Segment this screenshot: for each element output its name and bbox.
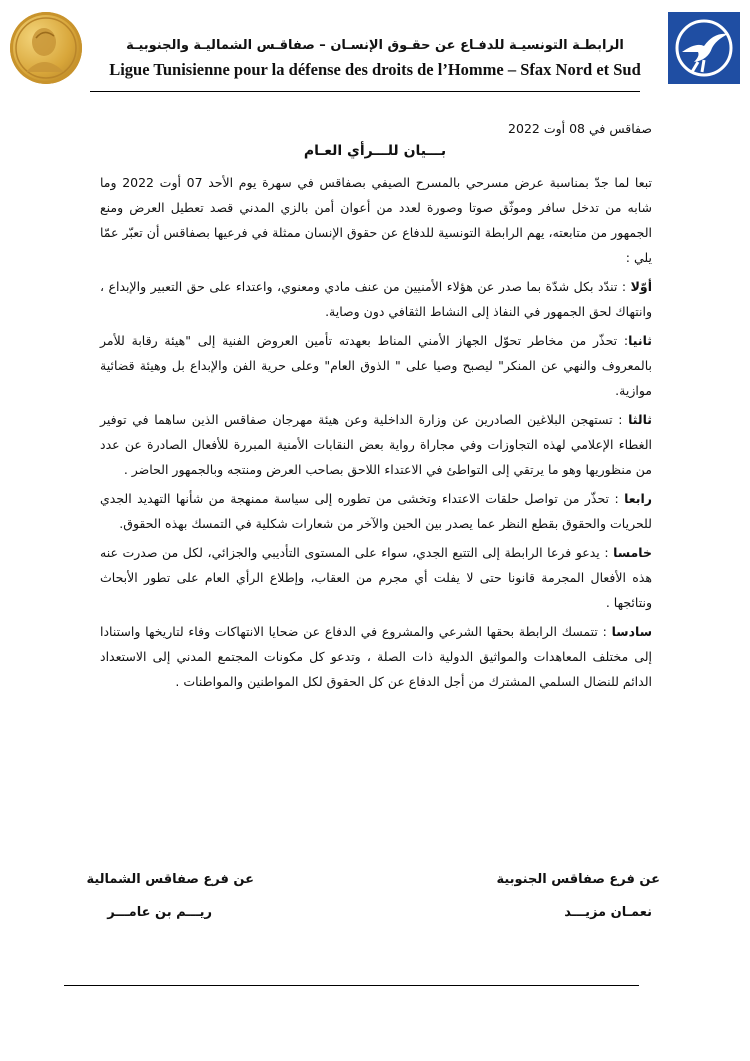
point-1 [100,274,652,324]
header-divider [90,91,640,92]
point-2-lead: ثانيا [628,333,652,348]
point-2 [100,328,652,403]
point-2-text: : تحذّر من مخاطر تحوّل الجهاز الأمني المناط بعهدته تأمين العروض الفنية إلى "هيئة رقابة للأمر بالمعروف والنهي عن المنكر" ليصبح وصيا على " الذوق العام" وعلى حرية الفن والإبداع بل وهيئة قضائية موازية. [100,333,652,398]
point-1-text: : تندّد بكل شدّة بما صدر عن هؤلاء الأمنيين من عنف مادي ومعنوي، واعتداء على حق التعبير والإبداع ، وانتهاك لحق الجمهور في النفاذ إلى النشاط الثقافي دون وصاية. [100,279,652,319]
document-title: بـــيان للـــرأي العـام [303,143,447,159]
point-3 [100,407,652,482]
ltdh-bird-logo-icon [668,12,740,84]
document-date: صفاقس في 08 أوت 2022 [508,121,652,136]
point-4-lead: رابعا [624,491,652,506]
point-4 [100,486,652,536]
header-title-arabic: الرابطـة التونسيـة للدفـاع عن حقـوق الإنسـان – صفاقـس الشماليـة والجنوبيـة [126,38,624,53]
point-1-lead: أوّلا [630,279,652,294]
signature-north-heading: عن فرع صفاقس الشمالية [86,872,254,887]
signature-south-name: نعمـان مزيـــد [564,905,652,920]
point-5 [100,540,652,615]
signature-south-heading: عن فرع صفاقس الجنوبية [496,872,660,887]
point-6-text: : تتمسك الرابطة بحقها الشرعي والمشروع في الدفاع عن ضحايا الانتهاكات وفاء لتاريخها واستنادا إلى مختلف المعاهدات والمواثيق الدولية ذات الصلة ، وتدعو كل مكونات المجتمع المدني إلى الاستعداد الدائم للنضال السلمي المشترك من أجل الدفاع عن كل الحقوق لكل المواطنين والمواطنات . [100,624,652,689]
footer-divider [64,985,639,986]
point-5-text: : يدعو فرعا الرابطة إلى التتبع الجدي، سواء على المستوى التأديبي والجزائي، لكل من صدرت عنه هذه الأفعال المجرمة قانونا حتى لا يفلت أي مجرم من العقاب، وإطلاع الرأي العام على تطور الأبحاث ونتائجها . [100,545,652,610]
point-6-lead: سادسا [611,624,652,639]
signature-north-name: ريـــم بن عامـــر [107,905,212,920]
point-4-text: : تحذّر من تواصل حلقات الاعتداء وتخشى من تطوره إلى سياسة ممنهجة من شأنها التهديد الجدي للحريات والحقوق بقطع النظر عما يصدر بين الحين والآخر من شعارات شكلية في التمسك بهذه الحقوق. [100,491,652,531]
point-3-lead: ثالثا [628,412,652,427]
intro-paragraph: تبعا لما جدّ بمناسبة عرض مسرحي بالمسرح الصيفي بصفاقس في سهرة يوم الأحد 07 أوت 2022 وما شابه من تدخل سافر وموثّق صوتا وصورة لعدد من أعوان أمن بالزي المدني قصد تعطيل العرض ومنع الجمهور من متابعته، يهم الرابطة التونسية للدفاع عن حقوق الإنسان ممثلة في فرعيها بصفاقس أن تعبّر عمّا يلي : [100,175,653,265]
point-3-text: : تستهجن البلاغين الصادرين عن وزارة الداخلية وعن هيئة مهرجان صفاقس الذين ساهما في توفير الغطاء الإعلامي لهذه التجاوزات وفي مجاراة رواية بعض النقابات الأمنية المبررة للأفعال الصادرة عن عدد من منظوريها وهو ما يرتقي إلى التواطئ في الاعتداء اللاحق بصاحب العرض ومنتجه وبالجمهور الحاضر . [100,412,652,477]
point-5-lead: خامسا [613,545,652,560]
header-title-french: Ligue Tunisienne pour la défense des droits de l’Homme – Sfax Nord et Sud [109,60,641,79]
medal-portrait-icon [10,12,82,84]
point-6 [100,619,652,694]
statement-body [100,170,652,698]
